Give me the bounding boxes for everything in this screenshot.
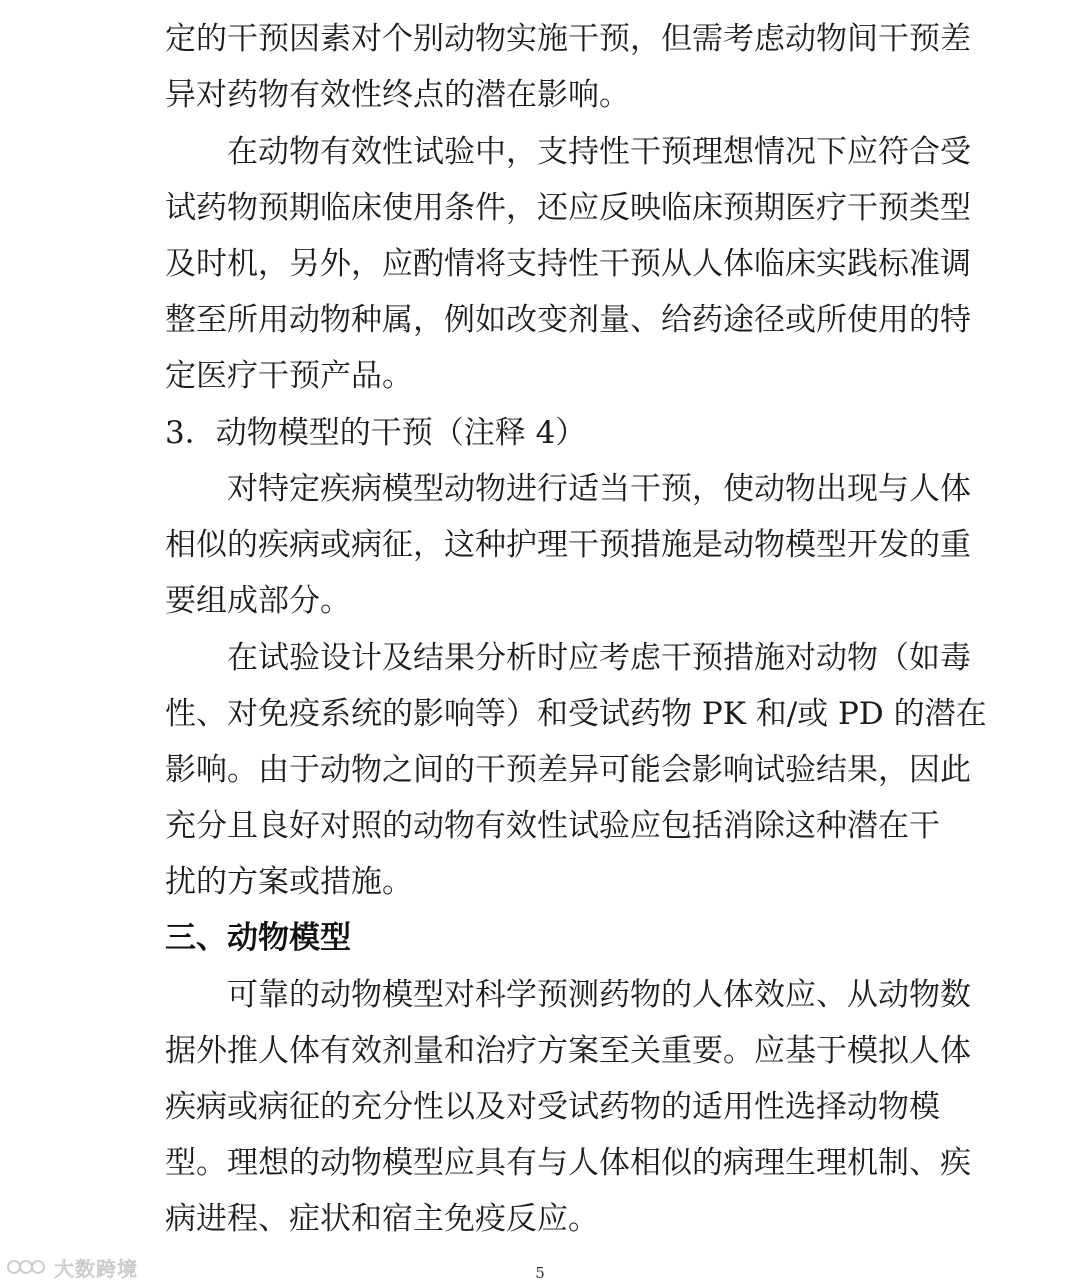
paragraph-line: 疾病或病征的充分性以及对受试药物的适用性选择动物模 (165, 1089, 940, 1125)
page-number: 5 (535, 1264, 545, 1282)
paragraph-line: 在试验设计及结果分析时应考虑干预措施对动物（如毒 (227, 640, 971, 676)
paragraph-line: 充分且良好对照的动物有效性试验应包括消除这种潜在干 (165, 808, 940, 844)
paragraph-line: 对特定疾病模型动物进行适当干预，使动物出现与人体 (227, 471, 971, 507)
watermark-text: 大数跨境 (54, 1256, 138, 1281)
paragraph-line: 异对药物有效性终点的潜在影响。 (165, 77, 630, 113)
paragraph-line: 定医疗干预产品。 (165, 358, 413, 394)
paragraph-line: 定的干预因素对个别动物实施干预，但需考虑动物间干预差 (165, 21, 971, 57)
paragraph-line: 在动物有效性试验中，支持性干预理想情况下应符合受 (227, 134, 971, 170)
paragraph-line: 及时机，另外，应酌情将支持性干预从人体临床实践标准调 (165, 246, 971, 282)
paragraph-line: 扰的方案或措施。 (165, 864, 413, 900)
paragraph-line: 可靠的动物模型对科学预测药物的人体效应、从动物数 (227, 977, 971, 1013)
subsection-title: 3．动物模型的干预（注释 4） (165, 415, 587, 451)
section-heading: 三、动物模型 (165, 920, 351, 956)
paragraph-line: 型。理想的动物模型应具有与人体相似的病理生理机制、疾 (165, 1145, 971, 1181)
paragraph-line: 性、对免疫系统的影响等）和受试药物 PK 和/或 PD 的潜在 (165, 696, 987, 732)
paragraph-line: 病进程、症状和宿主免疫反应。 (165, 1201, 599, 1237)
paragraph-line: 影响。由于动物之间的干预差异可能会影响试验结果，因此 (165, 752, 971, 788)
paragraph-line: 相似的疾病或病征，这种护理干预措施是动物模型开发的重 (165, 527, 971, 563)
paragraph-line: 要组成部分。 (165, 583, 351, 619)
paragraph-line: 据外推人体有效剂量和治疗方案至关重要。应基于模拟人体 (165, 1033, 971, 1069)
paragraph-line: 整至所用动物种属，例如改变剂量、给药途径或所使用的特 (165, 302, 971, 338)
paragraph-line: 试药物预期临床使用条件，还应反映临床预期医疗干预类型 (165, 190, 971, 226)
